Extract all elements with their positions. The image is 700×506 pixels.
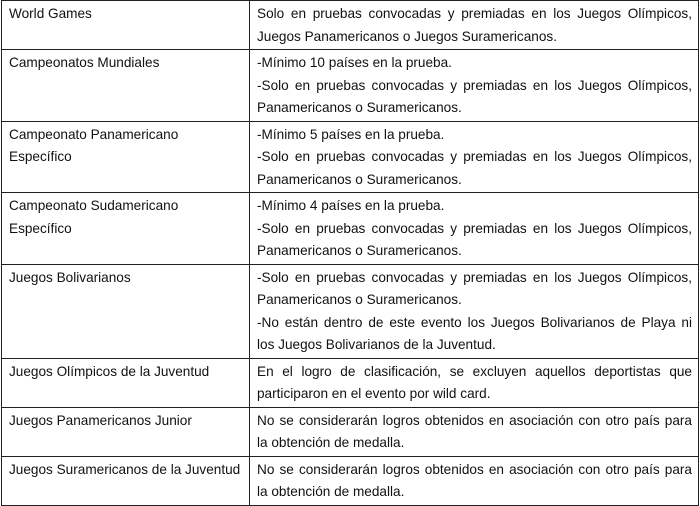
criteria-line: -Solo en pruebas convocadas y premiadas en los Juegos Olímpicos, [257, 77, 692, 93]
event-name-cell: Campeonato Sudamericano Específico [2, 193, 250, 265]
criteria-line: Panamericanos o Suramericanos. [257, 292, 462, 307]
criteria-cell [250, 121, 699, 193]
criteria-line: la obtención de medalla. [257, 484, 405, 499]
event-name-cell: Campeonato Panamericano Específico [2, 121, 250, 193]
criteria-line: -Solo en pruebas convocadas y premiadas en los Juegos Olímpicos, [257, 220, 692, 236]
event-name-cell: Juegos Bolivarianos [2, 264, 250, 358]
criteria-line: -No están dentro de este evento los Juegos Bolivarianos de Playa ni [257, 314, 692, 330]
criteria-line: Solo en pruebas convocadas y premiadas en los Juegos Olímpicos, [257, 6, 692, 21]
criteria-cell [250, 264, 699, 358]
criteria-line: Panamericanos o Suramericanos. [257, 171, 462, 187]
event-name-cell: Juegos Suramericanos de la Juventud [2, 456, 250, 505]
criteria-cell [250, 193, 699, 265]
criteria-line: Panamericanos o Suramericanos. [257, 243, 462, 258]
table-row [2, 193, 699, 265]
requirements-table [1, 0, 699, 506]
criteria-line: Panamericanos o Suramericanos. [257, 100, 462, 115]
criteria-line: Juegos Panamericanos o Juegos Suramericanos. [257, 28, 557, 44]
criteria-line: -Mínimo 5 países en la prueba. [257, 126, 445, 142]
table-row [2, 50, 699, 122]
event-name-cell: Campeonatos Mundiales [2, 50, 250, 122]
criteria-line: -Solo en pruebas convocadas y premiadas en los Juegos Olímpicos, [257, 149, 692, 164]
criteria-line: la obtención de medalla. [257, 435, 405, 450]
criteria-line: -Solo en pruebas convocadas y premiadas en los Juegos Olímpicos, [257, 269, 692, 285]
criteria-cell [250, 456, 699, 505]
event-name-cell: Juegos Panamericanos Junior [2, 407, 250, 456]
criteria-line: -Mínimo 10 países en la prueba. [257, 55, 452, 70]
table-row [2, 456, 699, 505]
criteria-cell [250, 358, 699, 407]
table-row [2, 264, 699, 358]
event-name-cell: Juegos Olímpicos de la Juventud [2, 358, 250, 407]
criteria-line: -Mínimo 4 países en la prueba. [257, 198, 445, 213]
table-row [2, 1, 699, 50]
criteria-line: participaron en el evento por wild card. [257, 386, 491, 401]
event-name-cell: World Games [2, 1, 250, 50]
criteria-line: los Juegos Bolivarianos de la Juventud. [257, 337, 496, 352]
table-row [2, 407, 699, 456]
criteria-line: No se considerarán logros obtenidos en asociación con otro país para [257, 461, 692, 477]
table-row [2, 358, 699, 407]
criteria-line: En el logro de clasificación, se excluyen aquellos deportistas que [257, 363, 692, 379]
criteria-line: No se considerarán logros obtenidos en asociación con otro país para [257, 412, 692, 428]
criteria-cell [250, 407, 699, 456]
table-row [2, 121, 699, 193]
criteria-cell [250, 50, 699, 122]
criteria-cell [250, 1, 699, 50]
